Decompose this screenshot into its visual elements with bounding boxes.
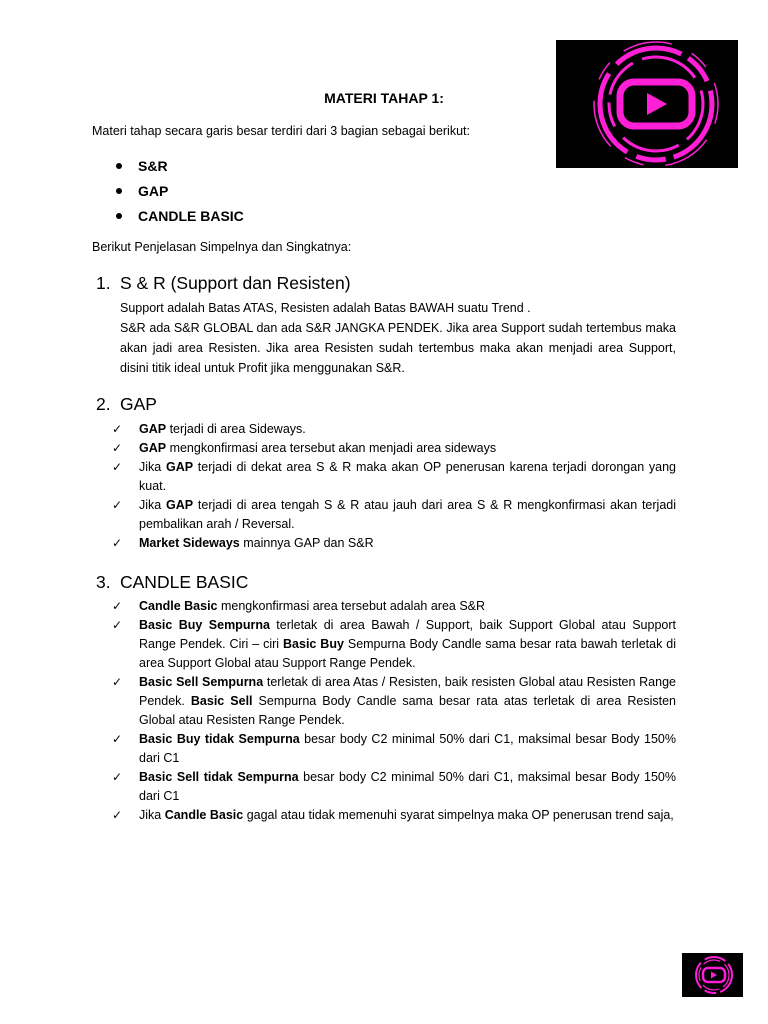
sr-paragraph [120, 298, 676, 378]
checkmark-icon: ✓ [112, 422, 123, 436]
list-item: GAP [108, 179, 244, 204]
checkmark-icon: ✓ [112, 618, 123, 632]
checkmark-icon: ✓ [112, 599, 123, 613]
checkmark-icon: ✓ [112, 536, 123, 550]
list-item: ✓ Basic Buy Sempurna terletak di area Bawah / Support, baik Support Global atau Support Range Pendek. Ciri – ciri Basic Buy Sempurna Body Candle sama besar rata bawah terletak di area Support Global atau Support Range Pendek. [112, 618, 676, 670]
list-item: ✓ Jika GAP terjadi di dekat area S & R maka akan OP penerusan karena terjadi dorongan yang kuat. [112, 460, 676, 493]
sr-line-2: S&R ada S&R GLOBAL dan ada S&R JANGKA PENDEK. Jika area Support sudah tertembus maka akan jadi area Resisten. Jika area Resisten sudah tertembus maka akan menjadi area Support, disini titik ideal untuk Profit jika menggunakan S&R. [120, 321, 676, 375]
checkmark-icon: ✓ [112, 732, 123, 746]
list-item: ✓ GAP mengkonfirmasi area tersebut akan menjadi area sideways [112, 439, 676, 458]
section-number: 1. [96, 273, 111, 293]
gap-list [112, 420, 676, 553]
list-item: ✓ Basic Buy tidak Sempurna besar body C2 minimal 50% dari C1, maksimal besar Body 150% dari C1 [112, 732, 676, 765]
sr-line-1: Support adalah Batas ATAS, Resisten adalah Batas BAWAH suatu Trend . [120, 301, 531, 315]
list-item: ✓ Jika GAP terjadi di area tengah S & R atau jauh dari area S & R mengkonfirmasi akan terjadi pembalikan arah / Reversal. [112, 498, 677, 531]
list-item: ✓ Market Sideways mainnya GAP dan S&R [112, 534, 676, 553]
section-title: GAP [120, 394, 157, 414]
sub-intro-text: Berikut Penjelasan Simpelnya dan Singkatnya: [92, 240, 352, 254]
checkmark-icon: ✓ [112, 675, 123, 689]
list-item: CANDLE BASIC [108, 204, 244, 229]
checkmark-icon: ✓ [112, 460, 123, 474]
list-item: ✓ Basic Sell tidak Sempurna besar body C2 minimal 50% dari C1, maksimal besar Body 150% dari C1 [112, 770, 676, 803]
intro-text: Materi tahap secara garis besar terdiri dari 3 bagian sebagai berikut: [92, 124, 470, 138]
page-title: MATERI TAHAP 1: [324, 90, 444, 106]
checkmark-icon: ✓ [112, 770, 123, 784]
section-number: 3. [96, 572, 111, 592]
list-item: S&R [108, 154, 244, 179]
youtube-play-icon [682, 953, 743, 997]
section-heading-gap [96, 394, 157, 415]
candle-list [112, 597, 676, 825]
section-title: CANDLE BASIC [120, 572, 249, 592]
list-item: ✓ GAP terjadi di area Sideways. [112, 420, 676, 439]
section-heading-candle [96, 572, 248, 593]
list-item: ✓ Candle Basic mengkonfirmasi area tersebut adalah area S&R [112, 597, 676, 616]
list-item: ✓ Basic Sell Sempurna terletak di area Atas / Resisten, baik resisten Global atau Resisten Range Pendek. Basic Sell Sempurna Body Candle sama besar rata atas terletak di area Resisten Global atau Resisten Range Pendek. [112, 675, 676, 727]
section-number: 2. [96, 394, 111, 414]
section-title: S & R (Support dan Resisten) [120, 273, 351, 293]
checkmark-icon: ✓ [112, 498, 123, 512]
checkmark-icon: ✓ [112, 441, 123, 455]
checkmark-icon: ✓ [112, 808, 123, 822]
list-item: ✓ Jika Candle Basic gagal atau tidak memenuhi syarat simpelnya maka OP penerusan trend saja, [112, 806, 676, 825]
topic-list [108, 154, 244, 229]
logo-bottom [682, 953, 743, 997]
section-heading-sr [96, 273, 351, 294]
